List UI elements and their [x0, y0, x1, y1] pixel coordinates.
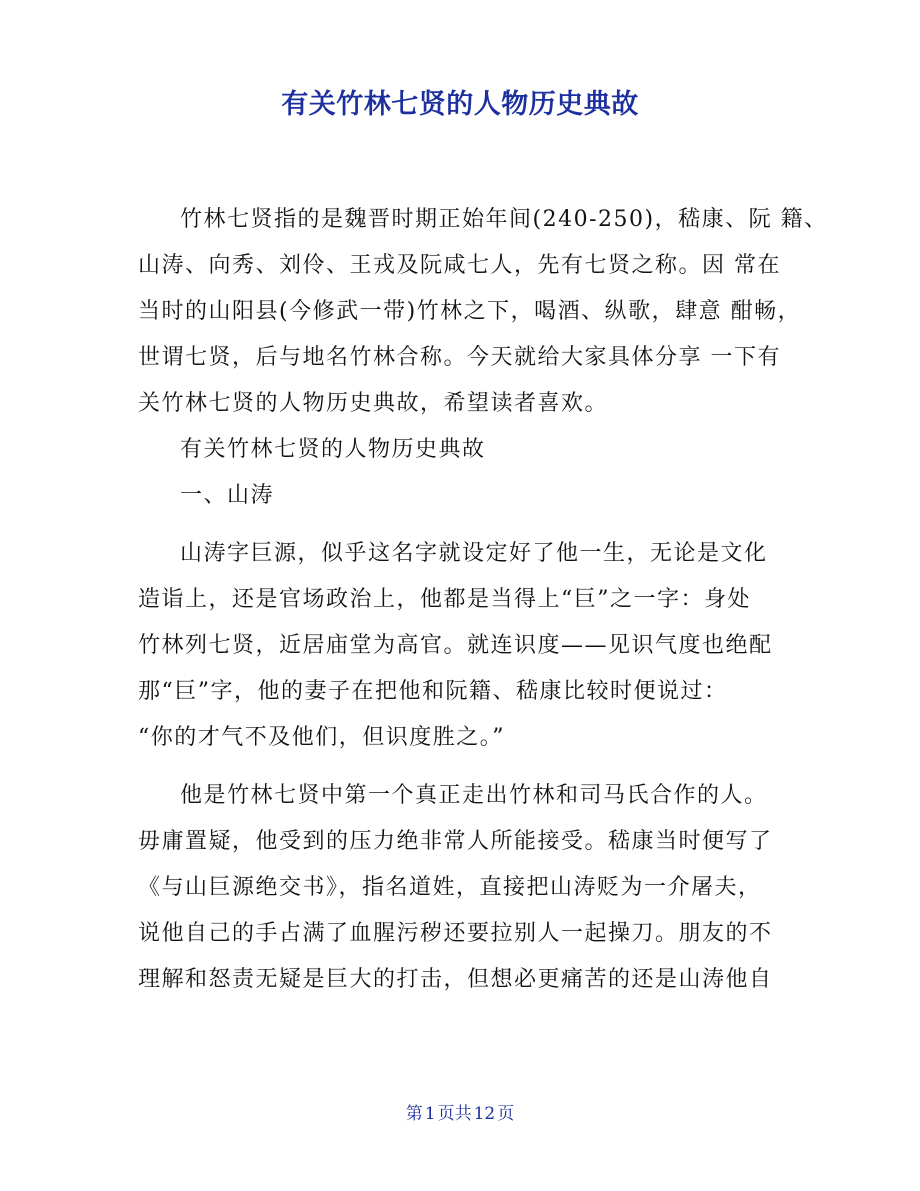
- paragraph2-line-2: 毋庸置疑，他受到的压力绝非常人所能接受。嵇康当时便写了: [138, 829, 773, 854]
- footer-middle: 页共: [437, 1104, 472, 1124]
- footer-suffix: 页: [497, 1104, 515, 1124]
- footer-current-page: 1: [424, 1104, 436, 1124]
- footer-prefix: 第: [405, 1104, 423, 1124]
- paragraph2-line-1: 他是竹林七贤中第一个真正走出竹林和司马氏合作的人。: [180, 783, 768, 808]
- paragraph2-line-3: 《与山巨源绝交书》，指名道姓，直接把山涛贬为一介屠夫，: [138, 875, 762, 900]
- intro-line-5: 关竹林七贤的人物历史典故，希望读者喜欢。: [138, 391, 609, 416]
- intro-line-3: 当时的山阳县(今修武一带)竹林之下，喝酒、纵歌，肆意 酣畅，: [138, 299, 802, 324]
- paragraph2-line-5: 理解和怒责无疑是巨大的打击，但想必更痛苦的还是山涛他自: [138, 967, 773, 992]
- document-title: 有关竹林七贤的人物历史典故: [281, 89, 639, 120]
- subheading: 有关竹林七贤的人物历史典故: [180, 437, 486, 462]
- intro-line-2: 山涛、向秀、刘伶、王戎及阮咸七人，先有七贤之称。因 常在: [138, 253, 781, 278]
- footer-total-pages: 12: [473, 1104, 496, 1124]
- paragraph1-line-1: 山涛字巨源，似乎这名字就设定好了他一生，无论是文化: [180, 541, 768, 566]
- intro-line-4: 世谓七贤，后与地名竹林合称。今天就给大家具体分享 一下有: [138, 345, 781, 370]
- paragraph1-line-5: “你的才气不及他们，但识度胜之。”: [138, 725, 505, 750]
- intro-line-1: 竹林七贤指的是魏晋时期正始年间(240-250)，嵇康、阮 籍、: [180, 207, 828, 232]
- paragraph2-line-4: 说他自己的手占满了血腥污秽还要拉别人一起操刀。朋友的不: [138, 921, 773, 946]
- section-heading: 一、山涛: [180, 483, 275, 508]
- paragraph1-line-2: 造诣上，还是官场政治上，他都是当得上“巨”之一字：身处: [138, 587, 751, 612]
- page-footer: [0, 1099, 920, 1124]
- paragraph1-line-4: 那“巨”字，他的妻子在把他和阮籍、嵇康比较时便说过：: [138, 679, 728, 704]
- paragraph1-line-3: 竹林列七贤，近居庙堂为高官。就连识度——见识气度也绝配: [138, 633, 773, 658]
